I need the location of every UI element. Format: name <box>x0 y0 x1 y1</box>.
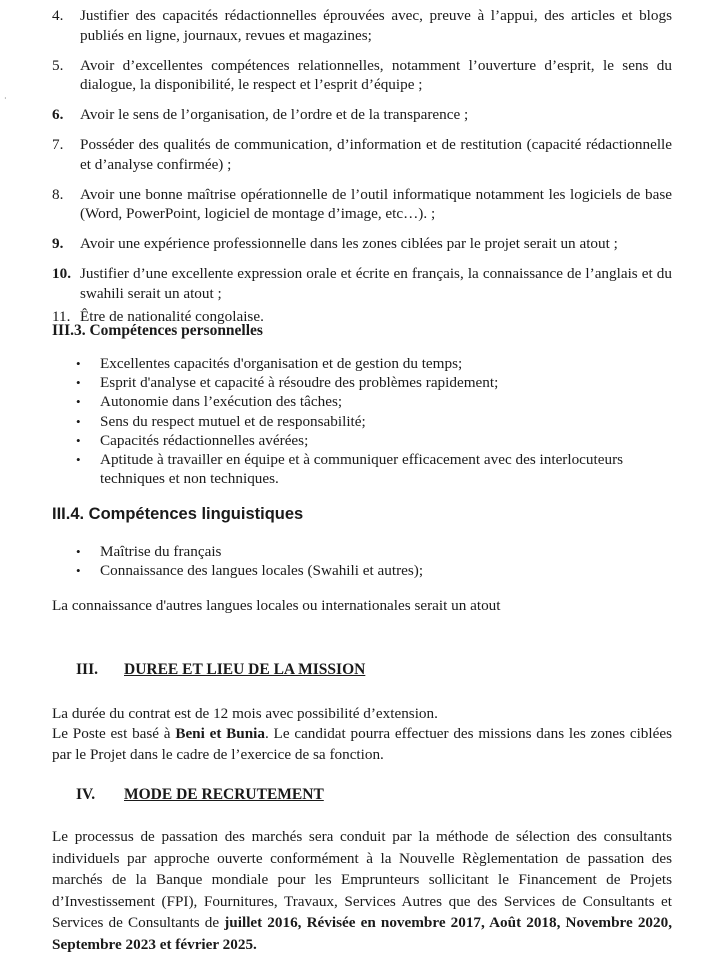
section-title-text: MODE DE RECRUTEMENT <box>124 786 324 803</box>
item-number: 4. <box>52 7 64 24</box>
item-text: Avoir une bonne maîtrise opérationnelle de l’outil informatique notamment les logiciels de base (Word, PowerPoint, logiciel de montage d’image, etc…). ; <box>80 185 672 223</box>
item-text: Posséder des qualités de communication, d’information et de restitution (capacité rédactionnelle et d’analyse confirmée) ; <box>80 135 672 173</box>
item-number: 11. <box>52 307 71 325</box>
list-item <box>52 135 672 175</box>
list-item: • Aptitude à travailler en équipe et à communiquer efficacement avec des interlocuteurs techniques et non techniques. <box>76 450 676 488</box>
item-number: 8. <box>52 185 64 203</box>
section-title-text: DUREE ET LIEU DE LA MISSION <box>124 661 366 678</box>
language-skills-list <box>76 542 676 580</box>
item-text: Être de nationalité congolaise. <box>80 307 264 325</box>
section-number: IV. <box>76 786 96 803</box>
item-text: Avoir le sens de l’organisation, de l’ordre et de la transparence ; <box>80 106 469 124</box>
requirements-list <box>52 6 672 336</box>
lieu-paragraph <box>52 723 672 765</box>
heading-competences-linguistiques: III.4. Compétences linguistiques <box>52 505 304 523</box>
list-item: • Capacités rédactionnelles avérées; <box>76 431 676 450</box>
section-title-duree <box>124 661 365 679</box>
list-item: • Sens du respect mutuel et de responsabilité; <box>76 412 676 431</box>
lieu-text-start: Le Poste est basé à <box>52 725 176 742</box>
list-item <box>52 56 672 96</box>
item-number: 10. <box>52 264 71 282</box>
item-number: 6. <box>52 106 64 124</box>
list-item: • Autonomie dans l’exécution des tâches; <box>76 392 676 411</box>
item-text: Justifier des capacités rédactionnelles éprouvées avec, preuve à l’appui, des articles et blogs publiés en ligne, journaux, revues et magazines; <box>80 7 672 44</box>
list-item: • Maîtrise du français <box>76 542 676 561</box>
list-item <box>52 234 672 254</box>
recrutement-text: Le processus de passation des marchés sera conduit par la méthode de sélection des consultants individuels par approche ouverte conformément à la Nouvelle Règlementation de passation des marchés de la Banque mondiale pour les Emprunteurs sollicitant le Financement de Projets d’Investissement (FPI), Fournitures, Travaux, Services Autres que des Services de Consultants et Services de Consultants de <box>52 828 672 931</box>
item-number: 5. <box>52 56 64 74</box>
list-item <box>52 105 672 125</box>
list-item <box>52 6 672 46</box>
personal-skills-list <box>76 354 676 488</box>
section-number: III. <box>76 661 98 678</box>
margin-mark: · <box>4 94 7 103</box>
item-text: Justifier d’une excellente expression orale et écrite en français, la connaissance de l’anglais et du swahili serait un atout ; <box>80 264 672 302</box>
item-number: 7. <box>52 135 64 153</box>
lieu-cities: Beni et Bunia <box>175 725 265 742</box>
language-note: La connaissance d'autres langues locales ou internationales serait un atout <box>52 597 501 614</box>
item-text: Avoir d’excellentes compétences relationnelles, notamment l’ouverture d’esprit, le sens du dialogue, la disponibilité, le respect et l’esprit d’équipe ; <box>80 56 672 94</box>
recrutement-paragraph <box>52 826 672 955</box>
list-item <box>52 185 672 225</box>
list-item: • Esprit d'analyse et capacité à résoudre des problèmes rapidement; <box>76 373 676 392</box>
recrutement-dates: juillet 2016, Révisée en novembre 2017, Août 2018, Novembre 2020, Septembre 2023 et février 2025. <box>52 914 672 953</box>
item-number: 9. <box>52 235 64 253</box>
list-item: • Excellentes capacités d'organisation et de gestion du temps; <box>76 354 676 373</box>
list-item <box>52 264 672 304</box>
item-text: Avoir une expérience professionnelle dans les zones ciblées par le projet serait un atout ; <box>80 235 618 253</box>
lieu-text-end: . Le candidat pourra effectuer des missions dans les zones ciblées par le Projet dans le cadre de l’exercice de sa fonction. <box>52 725 672 763</box>
list-item: • Connaissance des langues locales (Swahili et autres); <box>76 561 676 580</box>
heading-competences-personnelles: III.3. Compétences personnelles <box>52 322 263 339</box>
duree-line: La durée du contrat est de 12 mois avec possibilité d’extension. <box>52 705 438 722</box>
section-title-recrutement <box>124 786 324 804</box>
